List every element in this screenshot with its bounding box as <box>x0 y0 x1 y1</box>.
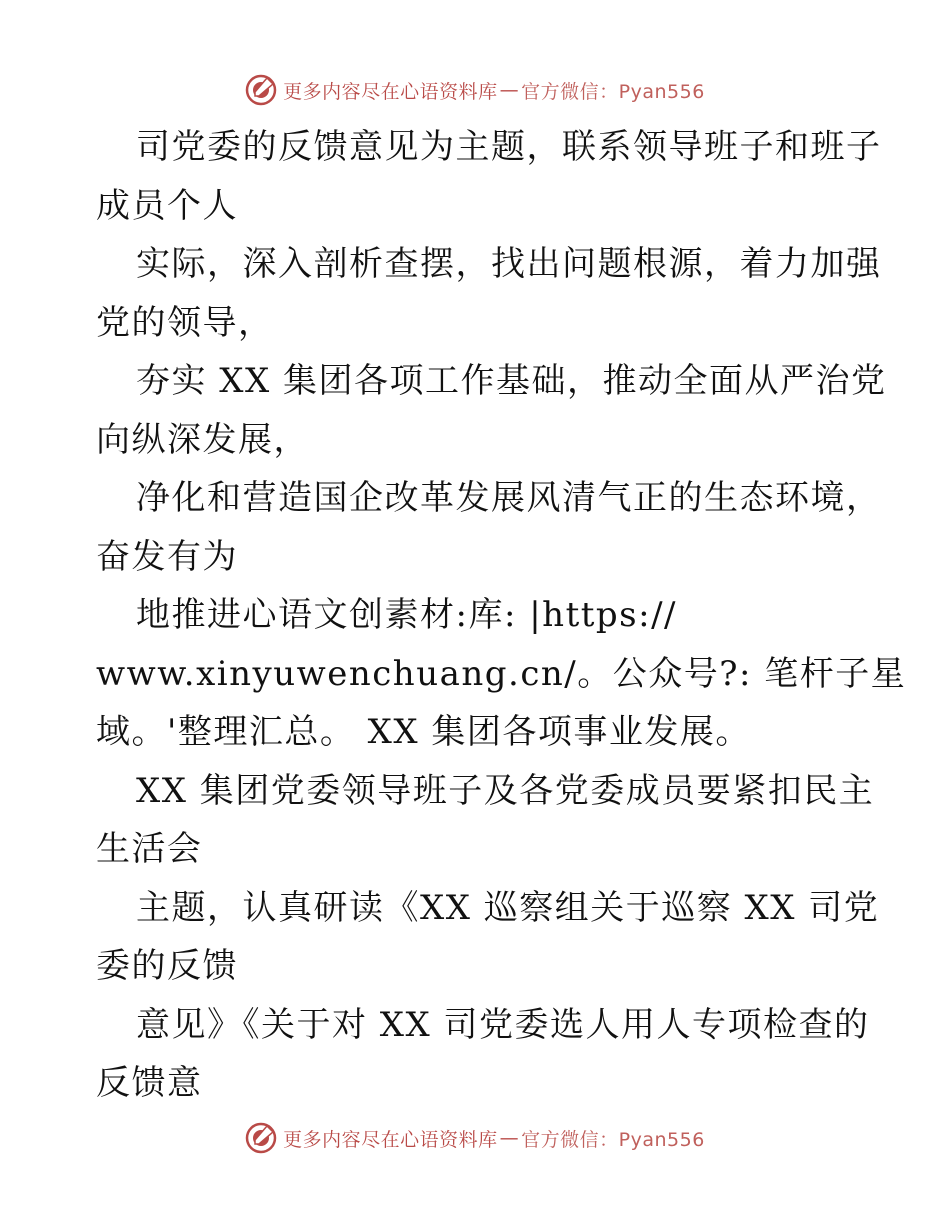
text-line: 净化和营造国企改革发展风清气正的生态环境， <box>136 478 882 518</box>
text-line: 地推进心语文创素材:库: |https:// <box>136 595 677 635</box>
text-line: 实际，深入剖析查摆，找出问题根源，着力加强 <box>136 244 882 284</box>
text-line: 意见》《关于对 XX 司党委选人用人专项检查的 <box>136 1004 870 1045</box>
text-line: 域。'整理汇总。 XX 集团各项事业发展。 <box>96 712 751 752</box>
text-line: 生活会 <box>96 829 203 869</box>
text-line: 委的反馈 <box>96 946 238 986</box>
watermark-wechat: 官方微信：Pyan556 <box>521 80 705 103</box>
footer-watermark <box>0 1118 950 1158</box>
watermark-text: 更多内容尽在心语资料库 <box>283 1128 498 1151</box>
header-watermark <box>0 70 950 110</box>
brand-logo-icon <box>245 74 277 106</box>
text-line: 奋发有为 <box>96 536 238 577</box>
watermark-dash: — <box>499 1127 520 1149</box>
text-line: 成员个人 <box>96 185 238 226</box>
text-line: XX 集团党委领导班子及各党委成员要紧扣民主 <box>136 770 875 811</box>
text-line: 党的领导， <box>96 302 274 343</box>
text-line: 司党委的反馈意见为主题，联系领导班子和班子 <box>136 127 882 167</box>
watermark-wechat: 官方微信：Pyan556 <box>521 1128 705 1151</box>
watermark-text: 更多内容尽在心语资料库 <box>283 80 498 103</box>
text-line: 主题，认真研读《XX 巡察组关于巡察 XX 司党 <box>136 887 880 928</box>
text-line: 反馈意 <box>96 1063 203 1103</box>
text-line: 向纵深发展， <box>96 419 309 460</box>
watermark-dash: — <box>499 79 520 101</box>
text-line: www.xinyuwenchuang.cn/。公众号?: 笔杆子星 <box>96 653 907 694</box>
brand-logo-icon <box>245 1122 277 1154</box>
document-body <box>96 118 907 1113</box>
text-line: 夯实 XX 集团各项工作基础，推动全面从严治党 <box>136 361 887 401</box>
